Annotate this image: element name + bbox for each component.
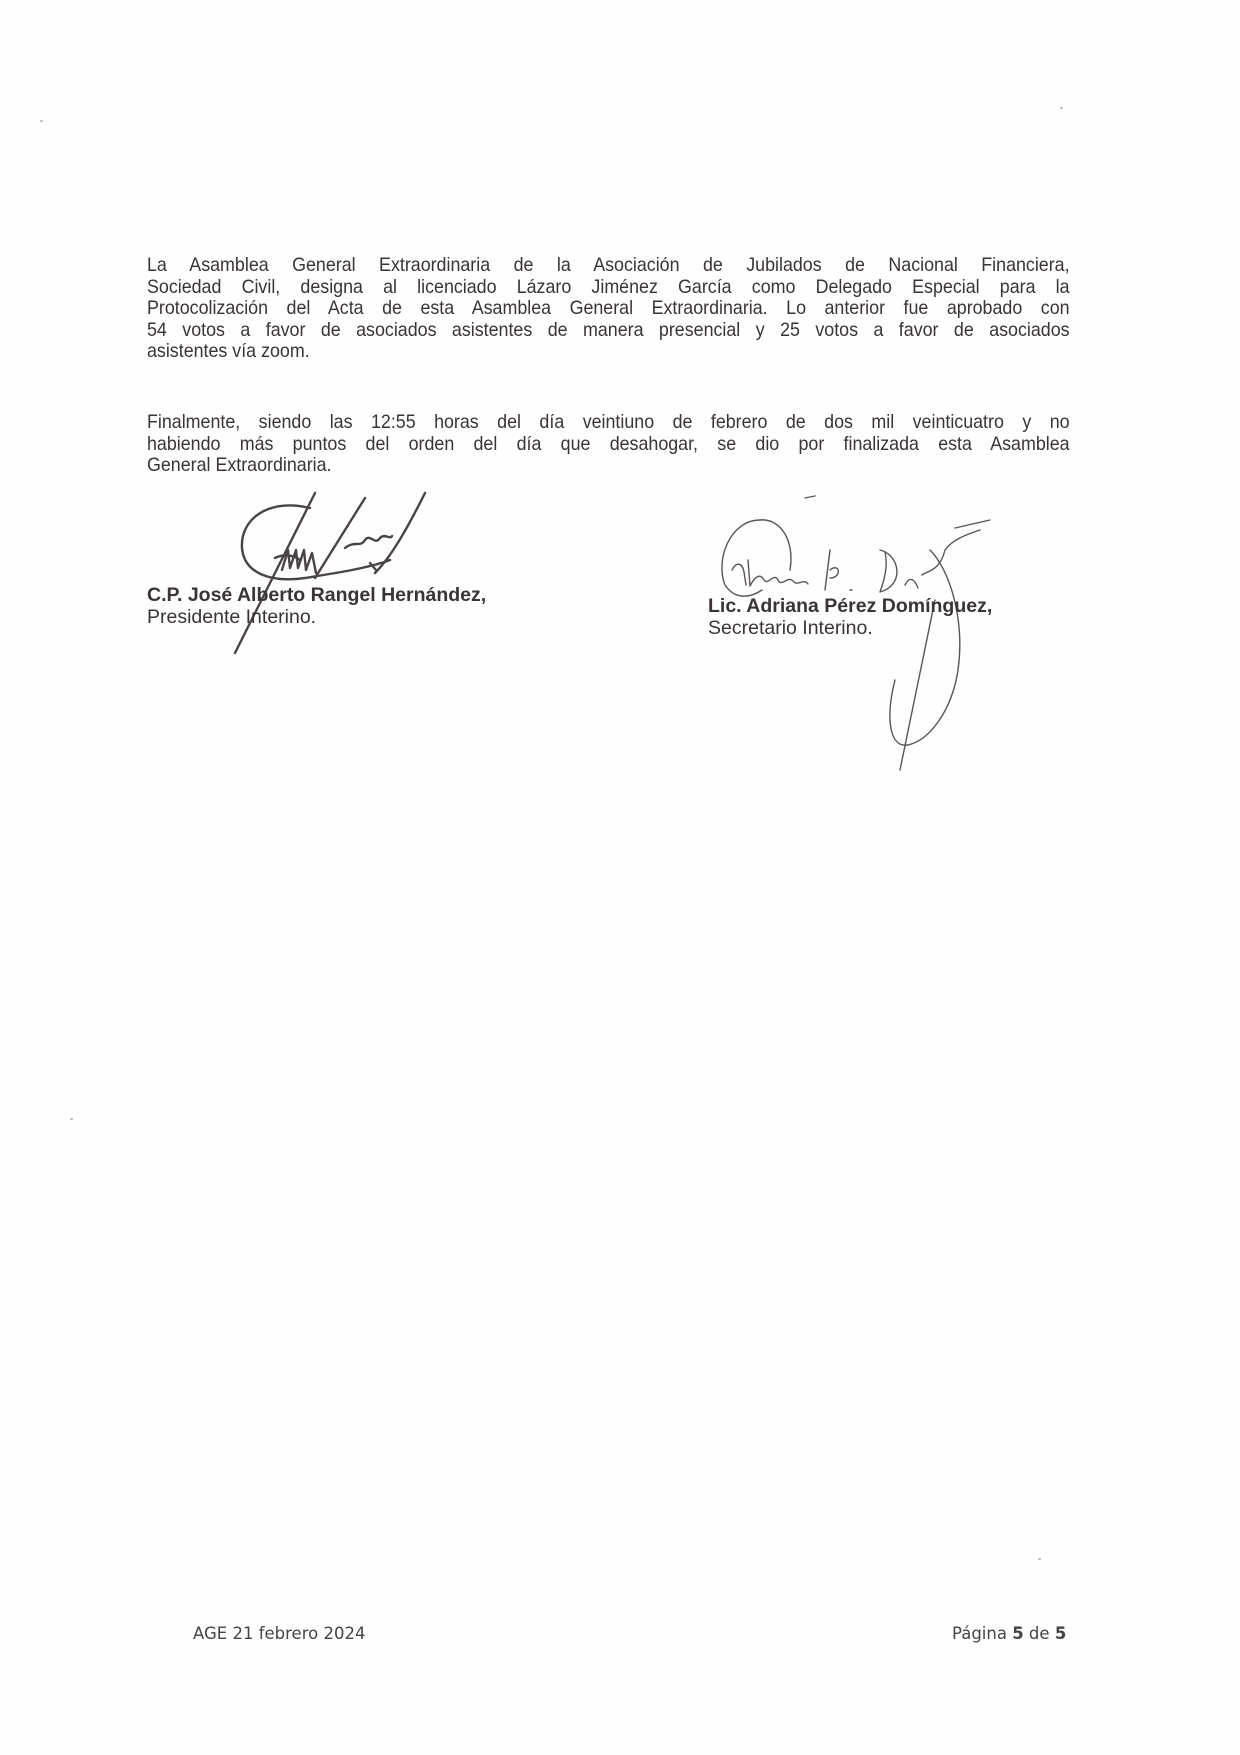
signatory-secretary — [708, 595, 992, 639]
text-line: Sociedad Civil, designa al licenciado Lázaro Jiménez García como Delegado Especial para la — [147, 276, 1070, 298]
signatory-president — [147, 584, 486, 628]
text-line: Finalmente, siendo las 12:55 horas del día veintiuno de febrero de dos mil veinticuatro y no — [147, 412, 1070, 433]
scan-speck — [40, 120, 43, 122]
page-separator: de — [1023, 1624, 1055, 1643]
footer-page-number — [952, 1624, 1066, 1643]
signatory-role: Presidente Interino. — [147, 606, 317, 628]
scan-speck — [70, 1118, 73, 1120]
page-current: 5 — [1012, 1624, 1024, 1643]
paragraph-closing — [147, 412, 1070, 477]
signature-president — [200, 478, 460, 668]
footer-document-label: AGE 21 febrero 2024 — [193, 1624, 366, 1643]
text-line: General Extraordinaria. — [147, 455, 332, 477]
signatory-role: Secretario Interino. — [708, 617, 873, 639]
page-prefix: Página — [952, 1624, 1013, 1643]
text-line: La Asamblea General Extraordinaria de la Asociación de Jubilados de Nacional Financiera, — [147, 255, 1070, 276]
paragraph-delegate-designation — [147, 255, 1070, 363]
scan-speck — [1038, 1558, 1041, 1560]
page-total: 5 — [1054, 1624, 1067, 1643]
text-line: Protocolización del Acta de esta Asamblea General Extraordinaria. Lo anterior fue aprobado con — [147, 298, 1070, 320]
signatory-name: C.P. José Alberto Rangel Hernández, — [147, 584, 487, 606]
signature-secretary — [690, 490, 1040, 790]
scan-speck — [1060, 107, 1063, 109]
text-line: habiendo más puntos del orden del día que desahogar, se dio por finalizada esta Asamblea — [147, 433, 1070, 455]
text-line: 54 votos a favor de asociados asistentes de manera presencial y 25 votos a favor de asociados — [147, 319, 1070, 341]
text-line: asistentes vía zoom. — [147, 341, 310, 363]
signatory-name: Lic. Adriana Pérez Domínguez, — [708, 595, 993, 617]
